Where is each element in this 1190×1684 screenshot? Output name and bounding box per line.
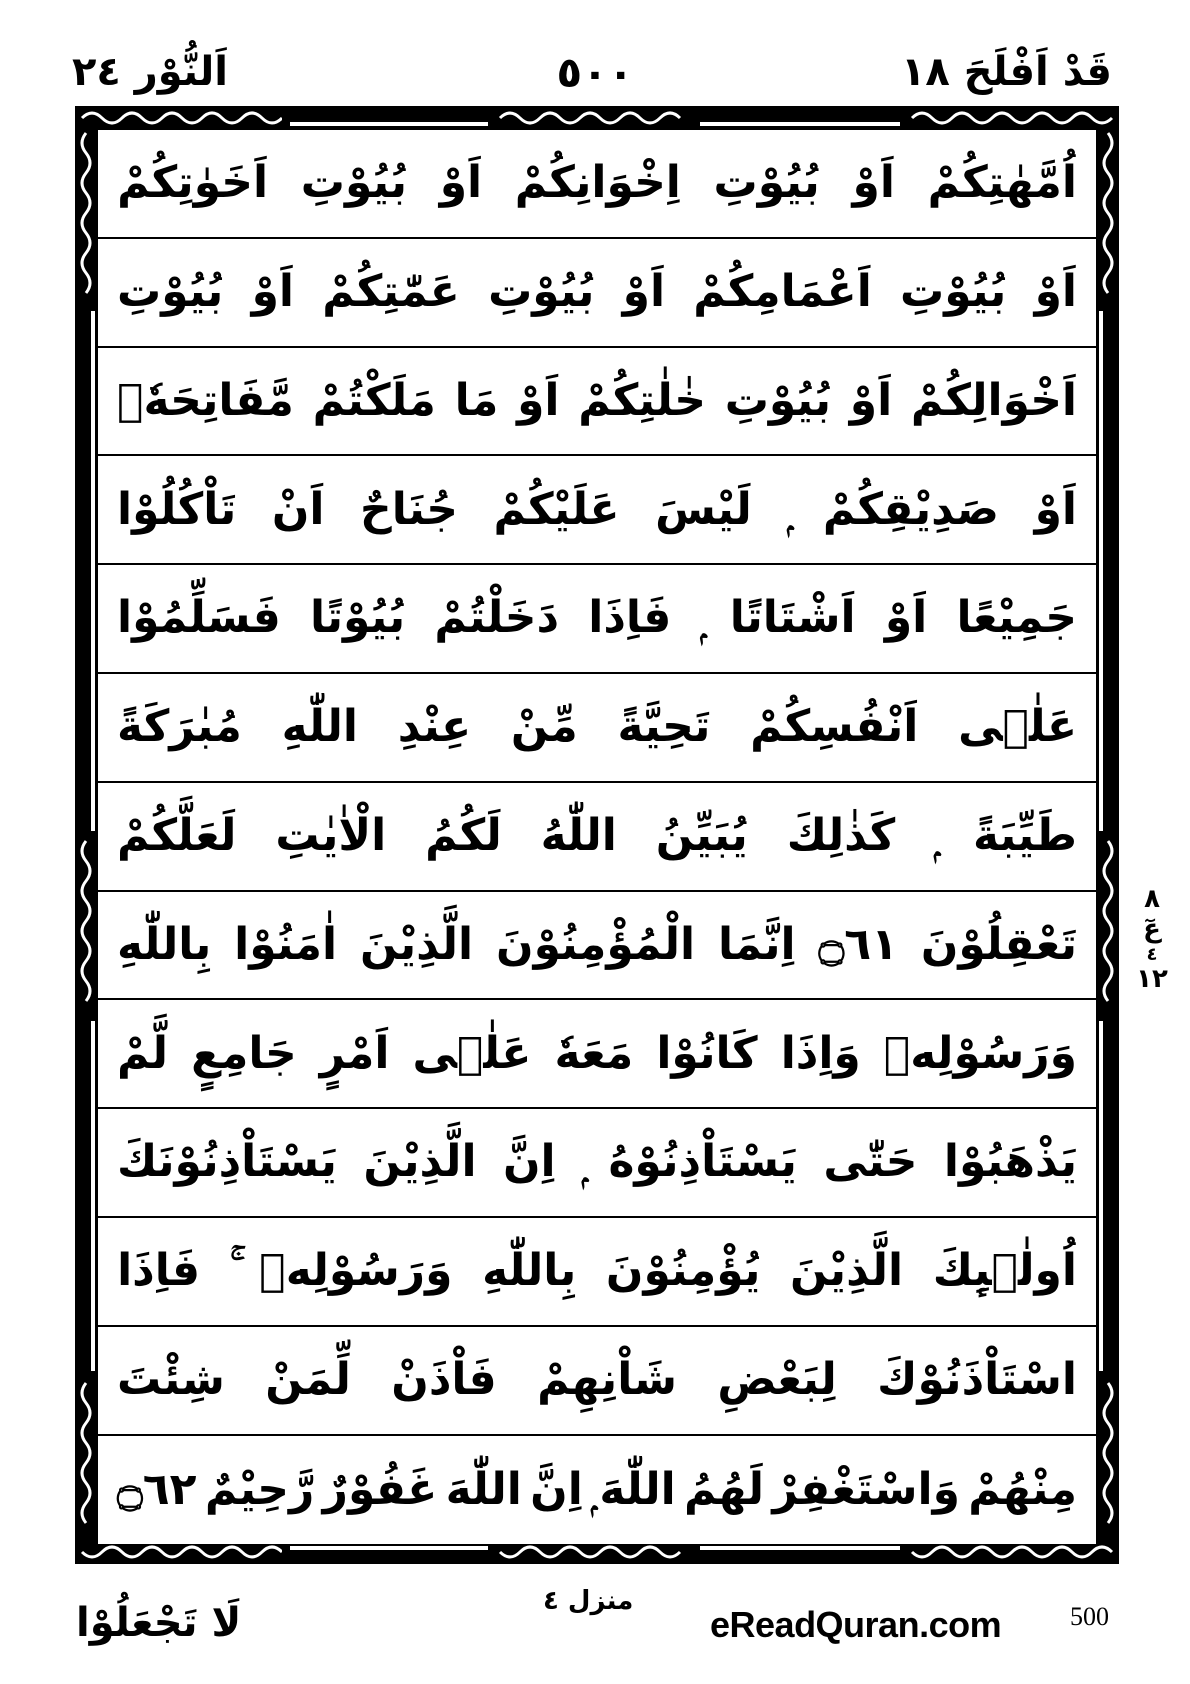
text-line-13 [98,1436,1096,1545]
word: اٰمَنُوْا [234,918,338,970]
word: شِئْتَ [117,1354,225,1405]
word: حَتّٰى [823,1136,918,1188]
text-line-8 [98,892,1096,1001]
word: رَّحِيْمٌ [204,1463,315,1515]
word: مَعَهٗ [554,1027,634,1079]
word: جَامِعٍ [191,1027,297,1079]
word: الْمُؤْمِنُوْنَ [496,918,696,970]
word: بُيُوْتِ [713,157,820,209]
ruku-marker [1132,885,1172,995]
word: بُيُوْتًا [309,592,406,644]
word: وَاِذَا [780,1027,861,1079]
ornament-left-middle [77,836,95,1016]
word: اَوْ [517,374,560,426]
word: فَسَلِّمُوْا [117,592,281,644]
ruku-middle-number: ٤ [1146,943,1158,965]
word: جَمِيْعًا [956,592,1077,644]
word: اِنَّ [530,1463,583,1515]
word: لَهُمُ [683,1463,765,1515]
line-text [117,1127,1077,1197]
word: تَعْقِلُوْنَ [920,918,1077,970]
text-line-2 [98,239,1096,348]
frame-stripe-top-right [700,122,900,126]
word: اَوْ [622,266,666,317]
word: كَانُوْا [656,1027,758,1079]
word: اَخْوَالِكُمْ [910,374,1077,426]
text-line-12 [98,1327,1096,1436]
frame-stripe-top-left [290,122,488,126]
word: اللّٰهَ [599,1463,676,1515]
page-number-arabic: ٥٠٠ [556,48,634,97]
surah-name: اَلنُّوْر ٢٤ [72,49,228,95]
word: اَنْفُسِكُمْ [750,701,919,753]
manzil-label: منزل ٤ [543,1586,634,1616]
line-text [117,1019,1077,1089]
word: ۝٦١ [818,918,898,970]
frame-stripe-left-lower [91,1021,95,1371]
word: فَاْذَنْ [391,1354,497,1405]
word: مِنْهُمْ [968,1463,1077,1515]
word: يُبَيِّنُ [655,810,748,861]
text-line-5 [98,565,1096,674]
text-line-9 [98,1000,1096,1109]
word: بُيُوْتِ [724,374,832,426]
word: اَشْتَاتًا [729,592,856,644]
word: اَوْ [439,157,483,209]
word: اَخَوٰتِكُمْ [117,157,269,209]
word: الْاٰيٰتِ [275,810,387,861]
frame-stripe-left-upper [91,311,95,831]
word: الَّذِيْنَ [360,918,474,970]
word: بُيُوْتِ [300,157,408,209]
word: عَمّٰتِكُمْ [322,266,460,317]
word: جُنَاحٌ [360,483,458,535]
word: اَعْمَامِكُمْ [693,266,872,317]
word: بُيُوْتِ [117,266,224,317]
word: اِنَّمَا [717,918,796,970]
word: فَاِذَا [588,592,672,644]
text-line-6 [98,674,1096,783]
word: طَيِّبَةً [972,810,1077,861]
word: بِاللّٰهِ [482,1245,577,1297]
word: دَخَلْتُمْ [434,592,560,644]
juz-name: قَدْ اَفْلَحَ ١٨ [900,49,1112,95]
ornament-right-middle [1099,836,1117,1016]
word: يَسْتَاْذِنُوْنَكَ [117,1136,337,1188]
line-text [117,801,1077,871]
ornament-right-bottom [1099,1378,1117,1542]
quran-text-panel [98,130,1096,1544]
line-text [117,1455,1077,1525]
word: مَا [454,374,499,426]
ruku-ain-symbol-icon: عٓ [1143,913,1161,944]
word: مَلَكْتُمْ [312,374,436,426]
ornament-right-top [1099,128,1117,303]
word: وَاسْتَغْفِرْ [772,1463,960,1515]
word: اسْتَاْذَنُوْكَ [877,1354,1077,1405]
catchword: لَا تَجْعَلُوْا [76,1600,242,1646]
page-number: 500 [1070,1602,1109,1631]
word: بُيُوْتِ [900,266,1007,317]
word: اَوْ [1034,483,1077,535]
line-text [117,475,1077,545]
word: لِّمَنْ [265,1354,351,1405]
word: اِنَّ [502,1136,556,1188]
word: مِّنْ [510,701,578,753]
ornament-left-bottom [77,1378,95,1542]
ornament-left-top [77,128,95,303]
ruku-bottom-number: ١٢ [1136,964,1168,995]
word: بِاللّٰهِ [117,918,212,970]
word: كَذٰلِكَ [786,810,896,861]
ruku-top-number: ٨ [1144,884,1160,914]
line-text [117,1236,1077,1306]
word: شَاْنِهِمْ [537,1354,677,1405]
word: مُبٰرَكَةً [117,701,242,753]
line-text [117,257,1077,327]
ornament-top-left [77,108,282,128]
word: اِخْوَانِكُمْ [514,157,681,209]
word: اَوْ [852,157,895,209]
word: اَنْ [271,483,325,535]
text-line-7 [98,783,1096,892]
line-text [117,1345,1077,1415]
word: وَرَسُوْلِهٖ [883,1027,1077,1079]
word: اَوْ [884,592,928,644]
ornament-top-center [495,108,695,128]
text-line-11 [98,1218,1096,1327]
word: غَفُوْرٌ [322,1463,438,1515]
text-line-1 [98,130,1096,239]
word: صَدِيْقِكُمْ [822,483,1000,535]
ornament-bottom-center [495,1542,695,1562]
site-watermark: eReadQuran.com [710,1604,1002,1645]
word: لَعَلَّكُمْ [117,810,237,861]
word: اَوْ [251,266,295,317]
word: خٰلٰتِكُمْ [578,374,706,426]
line-text [117,910,1077,980]
word: الَّذِيْنَ [789,1245,904,1297]
ornament-bottom-left [77,1542,282,1562]
word: اللّٰهَ [445,1463,522,1515]
word: عَلَيْكُمْ [493,483,620,535]
ornament-bottom-right [907,1542,1117,1562]
word: الَّذِيْنَ [363,1136,477,1188]
word: ۝٦٢ [117,1463,197,1515]
word: عِنْدِ [397,701,472,753]
frame-stripe-right-lower [1099,1021,1103,1371]
word: لَكُمُ [425,810,502,861]
line-text [117,366,1077,436]
word: لَيْسَ [655,483,752,535]
word: اللّٰهُ [540,810,617,861]
word: تَحِيَّةً [617,701,711,753]
word: اَوْ [1034,266,1077,317]
word: اُولٰۗىِٕكَ [932,1245,1077,1297]
word: عَلٰۤى [412,1027,532,1079]
word: يَذْهَبُوْا [943,1136,1077,1188]
word: بُيُوْتِ [488,266,595,317]
word: وَرَسُوْلِهٖ [259,1245,453,1297]
text-line-3 [98,348,1096,457]
word: يُؤْمِنُوْنَ [605,1245,761,1297]
frame-stripe-bottom-right [700,1546,900,1550]
text-line-10 [98,1109,1096,1218]
text-line-4 [98,456,1096,565]
line-text [117,692,1077,762]
word: اُمَّهٰتِكُمْ [927,157,1077,209]
word: اللّٰهِ [281,701,358,753]
word: فَاِذَا [117,1245,201,1297]
word: لَّمْ [117,1027,169,1079]
word: تَاْكُلُوْا [117,483,237,535]
word: عَلٰۤى [958,701,1077,753]
word: لِبَعْضِ [717,1354,837,1405]
word: مَّفَاتِحَهٗۤ [117,374,294,426]
frame-stripe-bottom-left [290,1546,488,1550]
line-text [117,148,1077,218]
ornament-top-right [907,108,1117,128]
frame-stripe-right-upper [1099,311,1103,831]
line-text [117,583,1077,653]
word: يَسْتَاْذِنُوْهُ [608,1136,797,1188]
word: اَوْ [849,374,893,426]
word: اَمْرٍ [319,1027,390,1079]
